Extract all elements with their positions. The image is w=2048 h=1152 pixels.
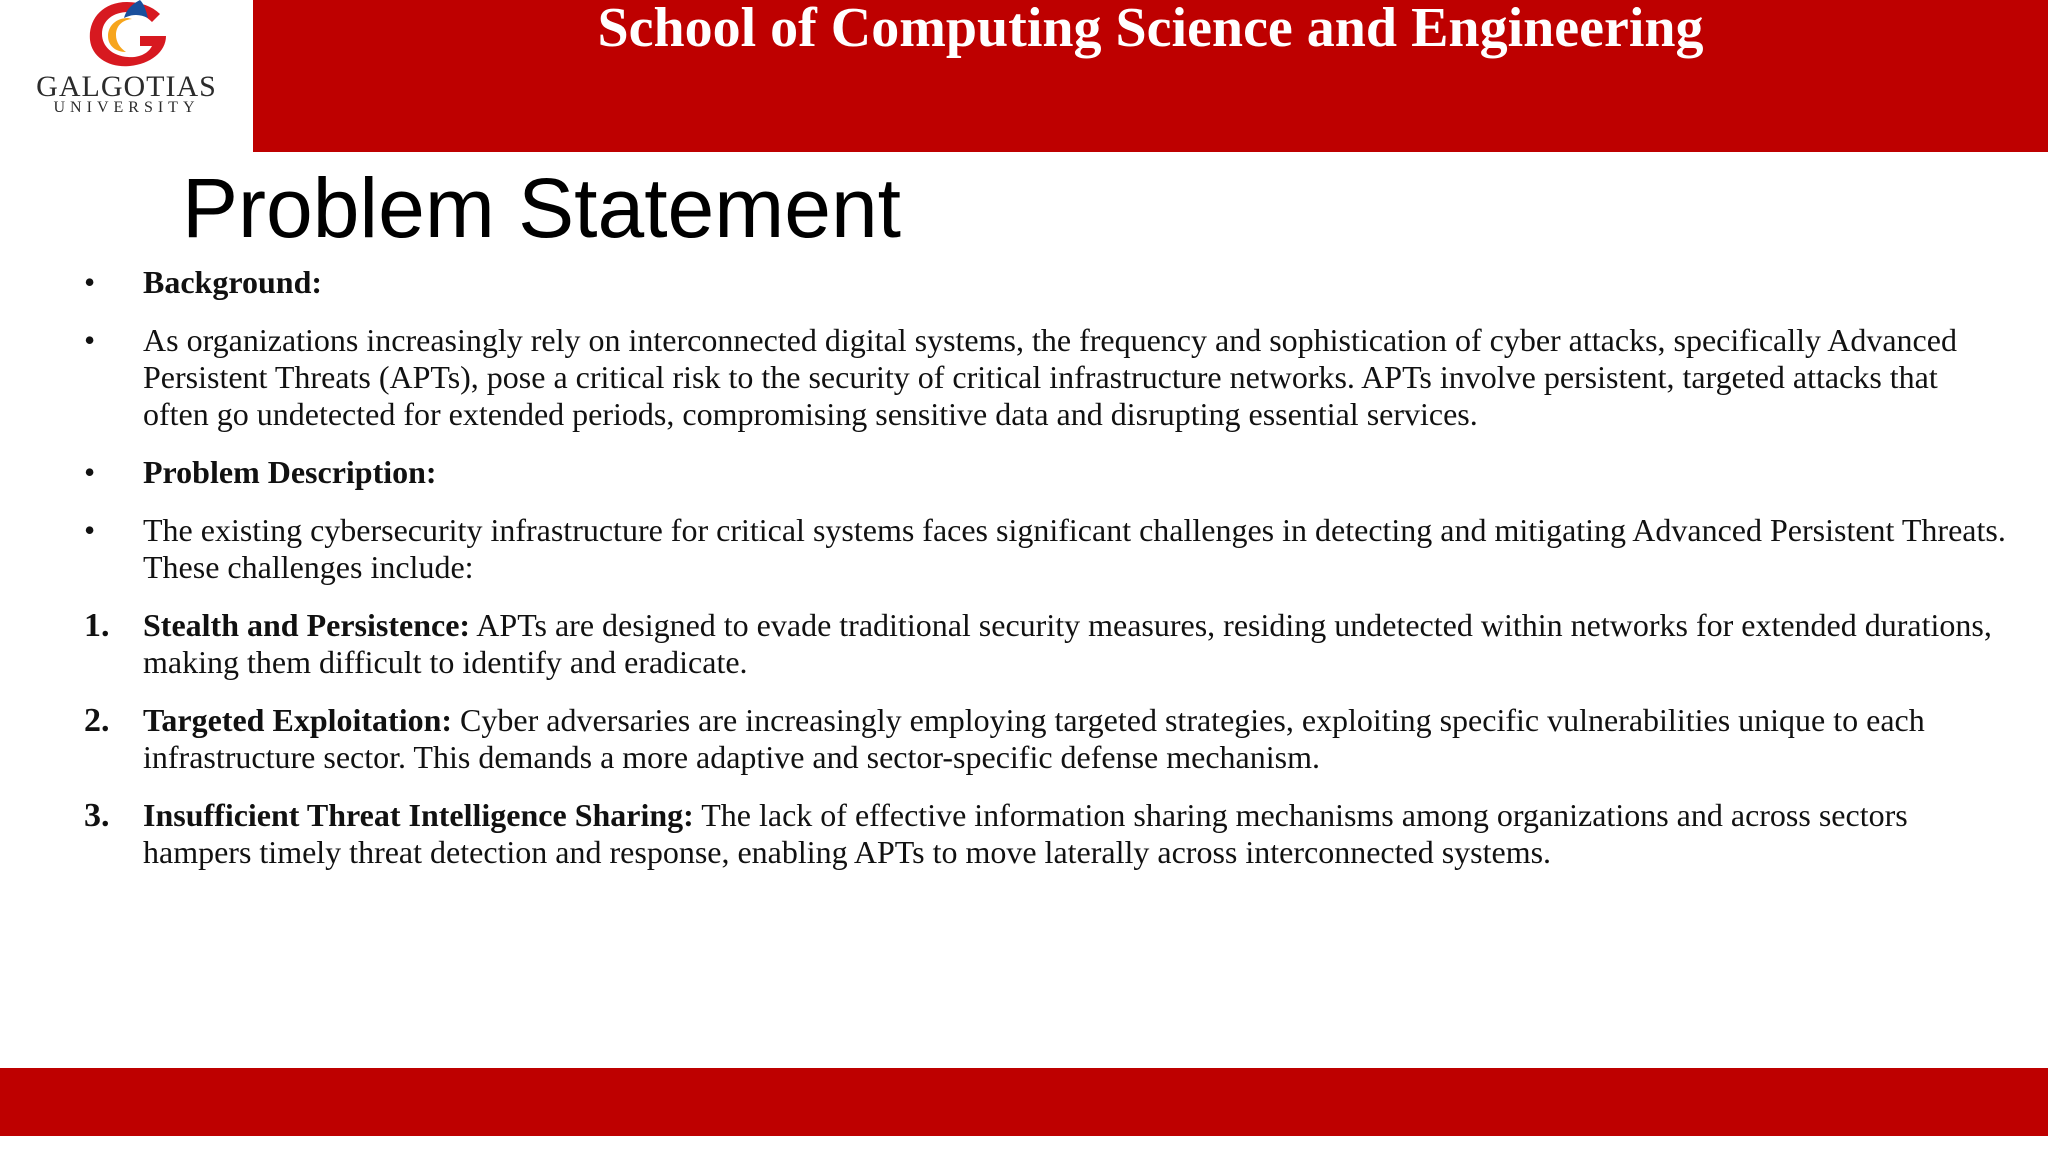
slide-title: Problem Statement — [182, 161, 902, 255]
bullet-text: The existing cybersecurity infrastructure for critical systems faces significant challenges in detecting and mitigating Advanced Persistent Threats. These challenges include: — [143, 512, 2006, 585]
footer-bar — [0, 1068, 2048, 1136]
numbered-item-stealth — [0, 607, 2048, 681]
bullet-marker: • — [84, 264, 96, 300]
numbered-text: Cyber adversaries are increasingly employing targeted strategies, exploiting specific vulnerabilities unique to each infrastructure sector. This demands a more adaptive and sector-specific defense mechanism. — [143, 702, 1925, 775]
numbered-heading: Insufficient Threat Intelligence Sharing: — [143, 797, 694, 833]
logo-name-top: GALGOTIAS — [36, 70, 217, 103]
number-marker: 1. — [84, 607, 110, 644]
logo-name-bottom: UNIVERSITY — [53, 99, 200, 116]
numbered-heading: Stealth and Persistence: — [143, 607, 471, 643]
slide-content — [0, 264, 2048, 892]
bullet-marker: • — [84, 322, 96, 358]
number-marker: 3. — [84, 797, 110, 834]
numbered-heading: Targeted Exploitation: — [143, 702, 453, 738]
bullet-item-background-text — [0, 322, 2048, 433]
bullet-marker: • — [84, 512, 96, 548]
bullet-item-background — [0, 264, 2048, 301]
header-title: School of Computing Science and Engineering — [597, 0, 1704, 59]
numbered-text: The lack of effective information sharing mechanisms among organizations and across sectors hampers timely threat detection and response, enabling APTs to move laterally across interconnected systems. — [143, 797, 1908, 870]
bullet-item-problem-description — [0, 454, 2048, 491]
number-marker: 2. — [84, 702, 110, 739]
bullet-text: As organizations increasingly rely on interconnected digital systems, the frequency and sophistication of cyber attacks, specifically Advanced Persistent Threats (APTs), pose a critical risk to the security of critical infrastructure networks. APTs involve persistent, targeted attacks that often go undetected for extended periods, compromising sensitive data and disrupting essential services. — [143, 322, 1957, 432]
numbered-item-targeted — [0, 702, 2048, 776]
university-logo — [0, 0, 253, 152]
numbered-item-intelligence — [0, 797, 2048, 871]
numbered-text: APTs are designed to evade traditional security measures, residing undetected within networks for extended durations, making them difficult to identify and eradicate. — [143, 607, 1992, 680]
galgotias-logo-icon — [80, 0, 174, 68]
bullet-marker: • — [84, 454, 96, 490]
bullet-heading: Background: — [143, 264, 323, 300]
header-bar — [253, 0, 2048, 152]
bullet-item-problem-text — [0, 512, 2048, 586]
bullet-heading: Problem Description: — [143, 454, 437, 490]
